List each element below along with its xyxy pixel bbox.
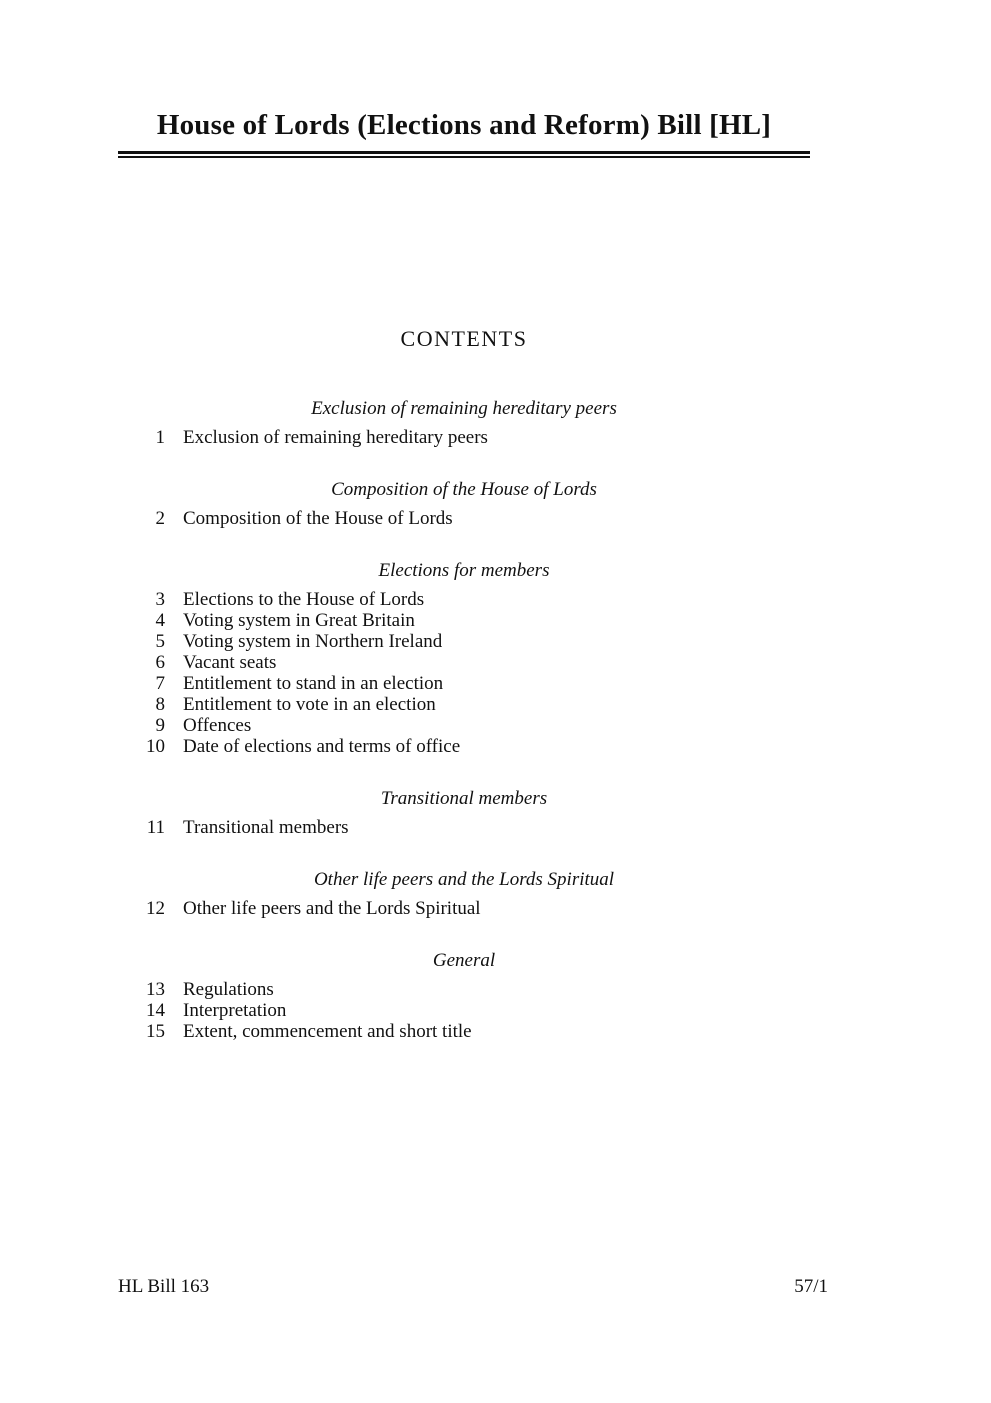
toc-item bbox=[118, 610, 810, 631]
toc-section-heading: Transitional members bbox=[380, 788, 548, 809]
toc-section bbox=[118, 870, 810, 919]
page-footer bbox=[118, 1276, 828, 1298]
toc-section-heading: Elections for members bbox=[378, 560, 550, 581]
toc-item-number: 7 bbox=[155, 673, 165, 694]
toc-item-label: Composition of the House of Lords bbox=[183, 508, 453, 529]
toc-item-label: Entitlement to vote in an election bbox=[183, 694, 436, 715]
toc-section-heading: Composition of the House of Lords bbox=[331, 479, 597, 500]
toc-item-label: Other life peers and the Lords Spiritual bbox=[183, 898, 481, 919]
toc-section bbox=[118, 561, 810, 757]
bill-page-content bbox=[118, 0, 810, 1042]
toc-item bbox=[118, 817, 810, 838]
toc-section-heading: Other life peers and the Lords Spiritual bbox=[313, 869, 615, 890]
toc-item bbox=[118, 652, 810, 673]
toc-section bbox=[118, 951, 810, 1042]
toc-item-label: Extent, commencement and short title bbox=[183, 1021, 472, 1042]
toc-item-number: 13 bbox=[146, 979, 165, 1000]
toc-item-number: 2 bbox=[155, 508, 165, 529]
toc-item bbox=[118, 736, 810, 757]
title-double-rule bbox=[118, 151, 810, 158]
toc-item-label: Transitional members bbox=[183, 817, 349, 838]
toc-item-label: Regulations bbox=[183, 979, 274, 1000]
toc-item-number: 3 bbox=[155, 589, 165, 610]
toc-item bbox=[118, 715, 810, 736]
toc-item-number: 12 bbox=[146, 898, 165, 919]
toc-section-heading: Exclusion of remaining hereditary peers bbox=[311, 398, 617, 419]
toc-item-number: 9 bbox=[155, 715, 165, 736]
toc-item bbox=[118, 1021, 810, 1042]
toc-item bbox=[118, 631, 810, 652]
toc-item-number: 8 bbox=[155, 694, 165, 715]
footer-session-number: 57/1 bbox=[794, 1276, 828, 1297]
toc-item-number: 1 bbox=[155, 427, 165, 448]
toc-item bbox=[118, 694, 810, 715]
toc-item-label: Exclusion of remaining hereditary peers bbox=[183, 427, 488, 448]
toc-item-number: 5 bbox=[155, 631, 165, 652]
toc-item bbox=[118, 508, 810, 529]
toc-section bbox=[118, 399, 810, 448]
toc-item-label: Voting system in Northern Ireland bbox=[183, 631, 443, 652]
table-of-contents bbox=[118, 399, 810, 1042]
toc-item-label: Elections to the House of Lords bbox=[183, 589, 425, 610]
toc-item-number: 6 bbox=[155, 652, 165, 673]
footer-bill-number: HL Bill 163 bbox=[118, 1276, 210, 1297]
toc-item bbox=[118, 898, 810, 919]
toc-section-heading: General bbox=[432, 950, 496, 971]
toc-item-number: 15 bbox=[146, 1021, 165, 1042]
bill-title: House of Lords (Elections and Reform) Bill [HL] bbox=[156, 109, 772, 141]
toc-item bbox=[118, 427, 810, 448]
toc-section bbox=[118, 789, 810, 838]
toc-item-label: Offences bbox=[183, 715, 252, 736]
toc-item-number: 4 bbox=[155, 610, 165, 631]
contents-heading: CONTENTS bbox=[400, 326, 528, 351]
toc-section bbox=[118, 480, 810, 529]
toc-item bbox=[118, 673, 810, 694]
toc-item-label: Date of elections and terms of office bbox=[183, 736, 461, 757]
toc-item-number: 14 bbox=[146, 1000, 165, 1021]
toc-item-label: Interpretation bbox=[183, 1000, 287, 1021]
toc-item-label: Entitlement to stand in an election bbox=[183, 673, 444, 694]
toc-item bbox=[118, 979, 810, 1000]
toc-item-label: Voting system in Great Britain bbox=[183, 610, 415, 631]
toc-item-label: Vacant seats bbox=[183, 652, 277, 673]
toc-item-number: 10 bbox=[146, 736, 165, 757]
toc-item-number: 11 bbox=[146, 817, 165, 838]
toc-item bbox=[118, 1000, 810, 1021]
toc-item bbox=[118, 589, 810, 610]
